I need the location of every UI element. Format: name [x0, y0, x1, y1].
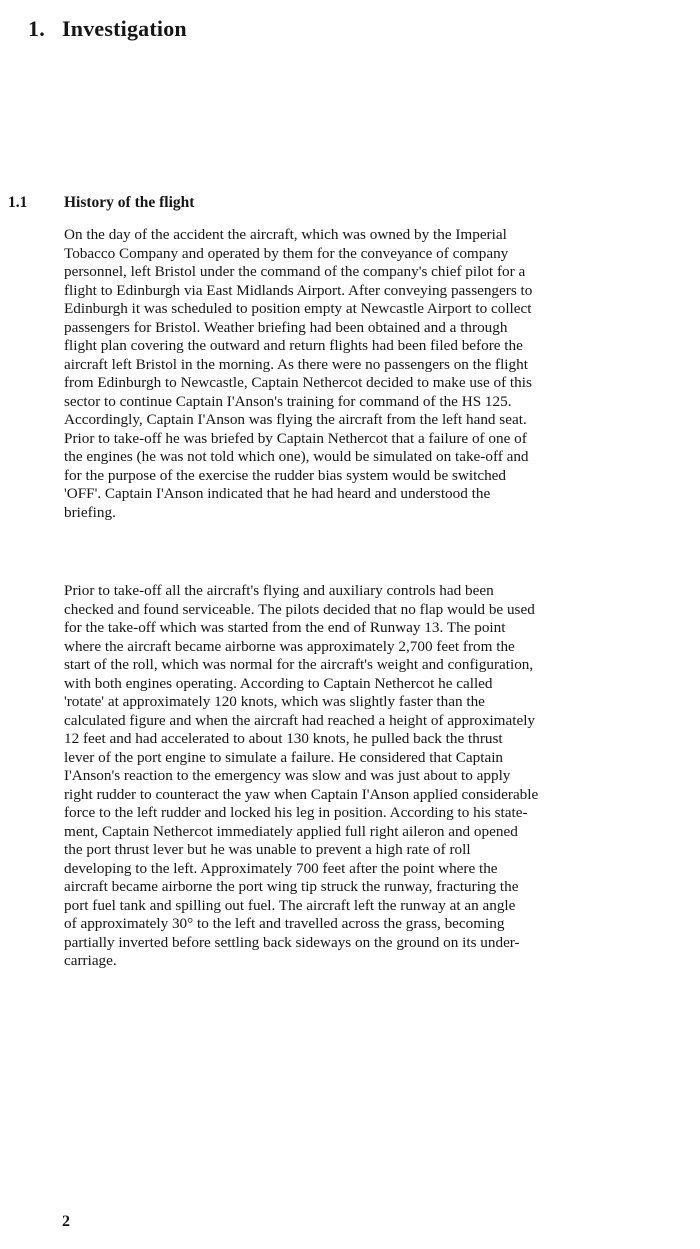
text-line: Accordingly, Captain I'Anson was flying the aircraft from the left hand seat. — [64, 411, 527, 428]
text-line: Prior to take-off all the aircraft's flying and auxiliary controls had been — [64, 582, 494, 599]
text-line: carriage. — [64, 952, 117, 969]
section-number: 1.1 — [8, 194, 28, 211]
text-line: flight to Edinburgh via East Midlands Airport. After conveying passengers to — [64, 281, 533, 299]
text-line: of approximately 30° to the left and travelled across the grass, becoming — [64, 915, 505, 932]
text-line: Prior to take-off he was briefed by Captain Nethercot that a failure of one of — [64, 429, 527, 447]
text-line: the engines (he was not told which one), would be simulated on take-off and — [64, 448, 529, 465]
text-line: where the aircraft became airborne was approximately 2,700 feet from the — [64, 637, 515, 655]
text-line: 'rotate' at approximately 120 knots, which was slightly faster than the — [64, 693, 485, 710]
text-line: force to the left rudder and locked his leg in position. According to his state- — [64, 804, 528, 821]
text-line: right rudder to counteract the yaw when Captain I'Anson applied considerable — [64, 785, 539, 803]
text-line: lever of the port engine to simulate a failure. He considered that Captain — [64, 748, 504, 766]
text-line: checked and found serviceable. The pilots decided that no flap would be used — [64, 600, 535, 618]
chapter-number: 1. — [28, 16, 45, 41]
text-line: sector to continue Captain I'Anson's training for command of the HS 125. — [64, 392, 512, 410]
text-line: port fuel tank and spilling out fuel. The aircraft left the runway at an angle — [64, 896, 516, 914]
text-line: On the day of the accident the aircraft, which was owned by the Imperial — [64, 226, 507, 243]
text-line: flight plan covering the outward and return flights had been filed before the — [64, 337, 523, 354]
text-line: ment, Captain Nethercot immediately applied full right aileron and opened — [64, 822, 518, 840]
text-line: I'Anson's reaction to the emergency was slow and was just about to apply — [64, 767, 511, 784]
chapter-title: Investigation — [62, 16, 187, 41]
text-line: Tobacco Company and operated by them for the conveyance of company — [64, 244, 509, 262]
text-line: from Edinburgh to Newcastle, Captain Nethercot decided to make use of this — [64, 374, 532, 391]
text-line: partially inverted before settling back sideways on the ground on its under- — [64, 933, 520, 951]
text-line: for the purpose of the exercise the rudder bias system would be switched — [64, 466, 506, 484]
text-line: 12 feet and had accelerated to about 130 knots, he pulled back the thrust — [64, 730, 503, 747]
text-line: aircraft became airborne the port wing tip struck the runway, fracturing the — [64, 878, 519, 895]
text-line: passengers for Bristol. Weather briefing had been obtained and a through — [64, 318, 508, 336]
text-line: for the take-off which was started from the end of Runway 13. The point — [64, 619, 506, 636]
page-number: 2 — [62, 1213, 70, 1230]
text-line: start of the roll, which was normal for the aircraft's weight and configuration, — [64, 656, 534, 673]
text-line: with both engines operating. According to Captain Nethercot he called — [64, 674, 493, 692]
text-line: personnel, left Bristol under the command of the company's chief pilot for a — [64, 263, 526, 280]
section-title: History of the flight — [64, 194, 195, 211]
text-line: Edinburgh it was scheduled to position empty at Newcastle Airport to collect — [64, 300, 532, 317]
chapter-heading — [28, 16, 187, 42]
text-line: developing to the left. Approximately 700 feet after the point where the — [64, 859, 498, 877]
text-line: calculated figure and when the aircraft had reached a height of approximately — [64, 711, 536, 729]
paragraph-1 — [64, 226, 676, 522]
text-line: the port thrust lever but he was unable to prevent a high rate of roll — [64, 841, 471, 858]
paragraph-2 — [64, 582, 676, 971]
text-line: aircraft left Bristol in the morning. As there were no passengers on the flight — [64, 355, 528, 373]
text-line: briefing. — [64, 503, 116, 521]
text-line: 'OFF'. Captain I'Anson indicated that he had heard and understood the — [64, 485, 491, 502]
